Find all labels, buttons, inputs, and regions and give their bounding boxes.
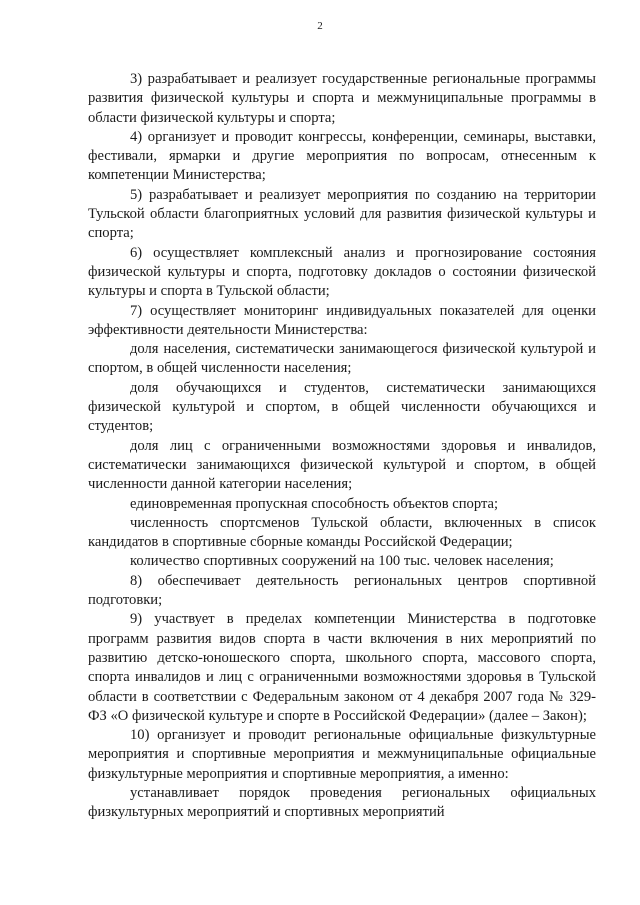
paragraph: 3) разрабатывает и реализует государственные региональные программы развития физической культуры и спорта и межмуниципальные программы в области физической культуры и спорта; — [88, 71, 596, 126]
paragraph: 5) разрабатывает и реализует мероприятия по созданию на территории Тульской области благоприятных условий для развития физической культуры и спорта; — [88, 186, 596, 242]
document-body — [88, 70, 596, 823]
paragraph: 7) осуществляет мониторинг индивидуальных показателей для оценки эффективности деятельности Министерства: — [88, 302, 596, 338]
paragraph: количество спортивных сооружений на 100 тыс. человек населения; — [130, 553, 554, 570]
paragraph: доля обучающихся и студентов, систематически занимающихся физической культурой и спортом, в общей численности обучающихся и студентов; — [88, 379, 596, 435]
paragraph: 4) организует и проводит конгрессы, конференции, семинары, выставки, фестивали, ярмарки и другие мероприятия по вопросам, отнесенным к компетенции Министерства; — [88, 128, 596, 184]
paragraph: 9) участвует в пределах компетенции Министерства в подготовке программ развития видов спорта в части включения в них мероприятий по развитию детско-юношеского спорта, школьного спорта, массового спорта, спорта инвалидов и лиц с ограниченными возможностями здоровья в Тульской области в соответствии с Федеральным законом от 4 декабря 2007 года № 329-ФЗ «О физической культуре и спорте в Российской Федерации» (далее – Закон); — [88, 611, 596, 724]
page-number: 2 — [317, 20, 323, 32]
paragraph: доля населения, систематически занимающегося физической культурой и спортом, в общей численности населения; — [88, 341, 596, 377]
paragraph: численность спортсменов Тульской области, включенных в список кандидатов в спортивные сборные команды Российской Федерации; — [88, 514, 596, 551]
paragraph: единовременная пропускная способность объектов спорта; — [130, 495, 499, 512]
paragraph: 8) обеспечивает деятельность региональных центров спортивной подготовки; — [88, 572, 596, 609]
paragraph: 10) организует и проводит региональные официальные физкультурные мероприятия и спортивные мероприятия и межмуниципальные официальные физкультурные мероприятия и спортивные мероприятия, а именно: — [88, 727, 596, 782]
paragraph: доля лиц с ограниченными возможностями здоровья и инвалидов, систематически занимающихся физической культурой и спортом, в общей численности данной категории населения; — [88, 437, 596, 493]
paragraph: 6) осуществляет комплексный анализ и прогнозирование состояния физической культуры и спорта, подготовку докладов о состоянии физической культуры и спорта в Тульской области; — [88, 244, 596, 300]
paragraph: устанавливает порядок проведения региональных официальных физкультурных мероприятий и спортивных мероприятий — [88, 784, 596, 821]
